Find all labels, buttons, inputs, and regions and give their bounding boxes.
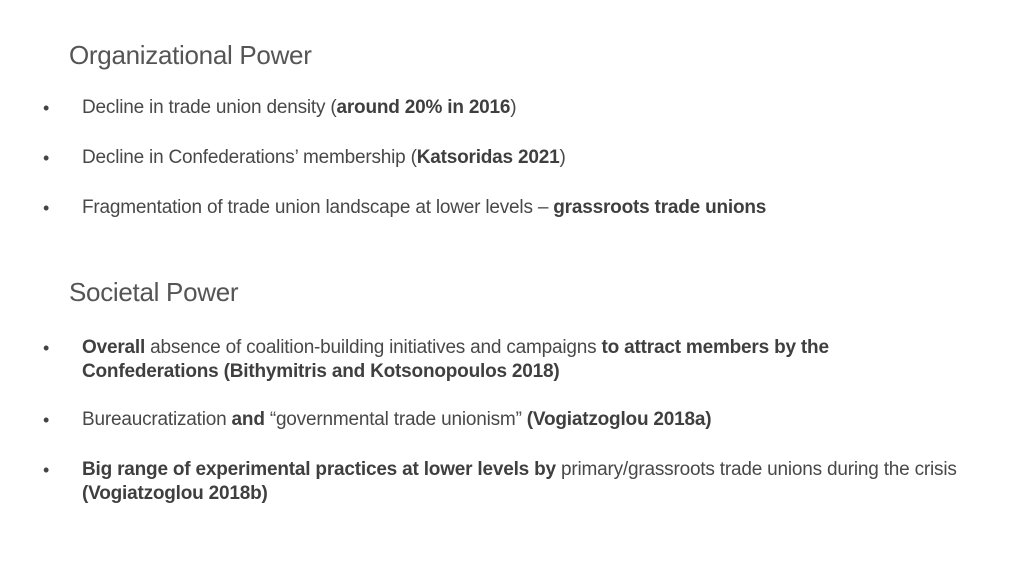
bullet-item <box>43 408 962 432</box>
bullet-text-emphasis: (Vogiatzoglou 2018a) <box>526 409 712 430</box>
bullet-text: Decline in Confederations’ membership ( <box>82 147 417 168</box>
bullet-text: ) <box>510 97 517 118</box>
bullet-text-emphasis: to attract members by the Confederations (Bithymitris and Kotsonopoulos 2018) <box>82 337 829 382</box>
bullet-text: Bureaucratization <box>82 409 232 430</box>
bullet-text: absence of coalition-building initiatives and campaigns <box>145 337 602 358</box>
bullet-text-emphasis: and <box>231 409 265 430</box>
bullet-text: primary/grassroots trade unions during the crisis <box>555 459 957 480</box>
bullet-text-emphasis: Big range of experimental practices at lower levels by <box>82 459 556 480</box>
bullet-text-emphasis: Overall <box>82 337 146 358</box>
bullet-icon: • <box>43 338 50 358</box>
bullet-item <box>43 146 962 170</box>
bullet-icon: • <box>43 198 50 218</box>
bullet-text: Fragmentation of trade union landscape at lower levels – <box>82 197 554 218</box>
bullet-icon: • <box>43 460 50 480</box>
bullet-text-emphasis: Katsoridas 2021 <box>416 147 560 168</box>
bullet-text-emphasis: around 20% in 2016 <box>336 97 511 118</box>
bullet-item <box>43 196 962 220</box>
bullet-icon: • <box>43 98 50 118</box>
bullet-item <box>43 458 962 506</box>
bullet-item <box>43 336 962 384</box>
section-title-organizational-power: Organizational Power <box>69 40 312 70</box>
bullet-text-emphasis: grassroots trade unions <box>553 197 767 218</box>
bullet-text: Decline in trade union density ( <box>82 97 337 118</box>
bullet-text: ) <box>559 147 566 168</box>
bullet-icon: • <box>43 410 50 430</box>
bullet-item <box>43 96 962 120</box>
section-title-societal-power: Societal Power <box>69 277 239 307</box>
bullet-text-emphasis: (Vogiatzoglou 2018b) <box>82 483 268 504</box>
bullet-icon: • <box>43 148 50 168</box>
bullet-text: “governmental trade unionism” <box>264 409 527 430</box>
